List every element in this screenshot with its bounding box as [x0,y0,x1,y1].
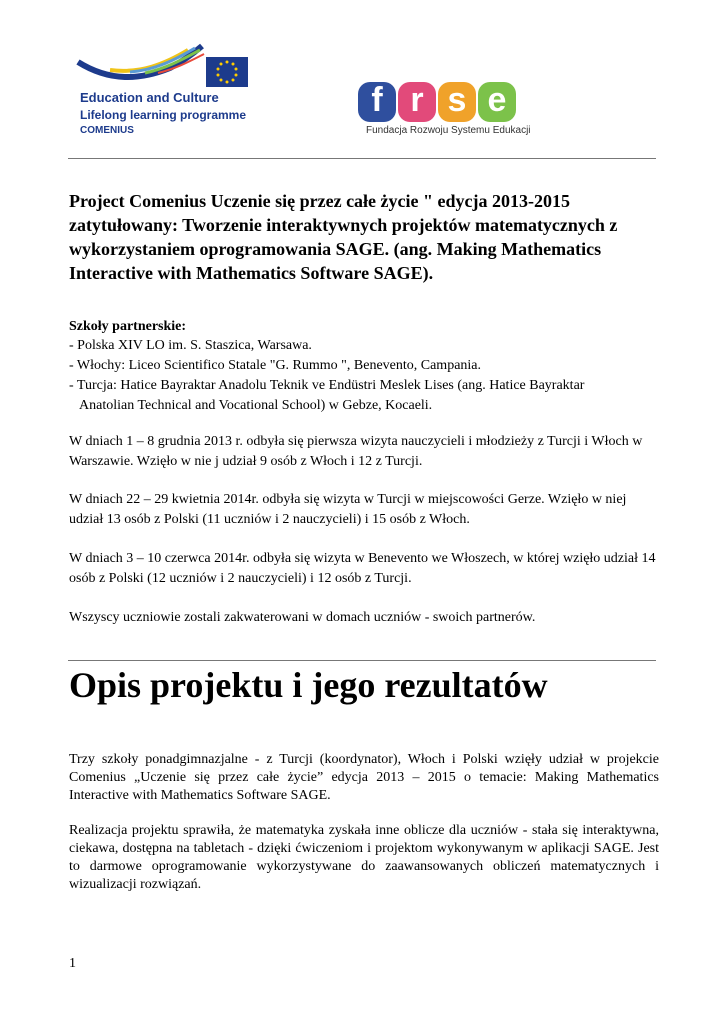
housing-note: Wszyscy uczniowie zostali zakwaterowani w domach uczniów - swoich partnerów. [69,610,536,625]
visit-benevento-paragraph: W dniach 3 – 10 czerwca 2014r. odbyła się wizyta w Benevento we Włoszech, w której wzięło udział 14 osób z Polski (12 uczniów i 2 nauczycieli) i 12 osób z Turcji. [69,551,656,586]
frse-logo [358,81,531,144]
ec-swoosh-graphic [70,40,270,90]
eu-flag-icon [206,57,248,87]
project-results-paragraph: Realizacja projektu sprawiła, że matematyka zyskała inne oblicze dla uczniów - stała się interaktywna, ciekawa, dostępna na tabletach - dzięki ćwiczeniom i projektom wykonywanym w aplikacji SAGE. Jest to darmowe oprogramowanie wykorzystywane do zaawansowanych obliczeń matematycznych i wizualizacji rozwiązań. [69,823,659,892]
partner-school-italy: - Włochy: Liceo Scientifico Statale "G. Rummo ", Benevento, Campania. [69,358,482,373]
partner-school-poland: - Polska XIV LO im. S. Staszica, Warsawa. [69,338,312,353]
education-culture-logo [70,40,270,150]
section-divider [68,660,656,661]
ec-logo-line-3: COMENIUS [80,125,134,136]
frse-tagline: Fundacja Rozwoju Systemu Edukacji [366,125,531,136]
frse-letter-f: f [358,82,396,122]
project-title: Project Comenius Uczenie się przez całe życie " edycja 2013-2015 zatytułowany: Tworzenie interaktywnych projektów matematycznych z wykorzystaniem oprogramowania SAGE. (ang. Making Mathematics Interactive with Mathematics Software SAGE). [69,191,618,283]
frse-letter-e: e [478,82,516,122]
partners-heading: Szkoły partnerskie: [69,319,187,334]
page-number: 1 [69,956,76,971]
frse-letter-s: s [438,82,476,122]
visit-warsaw-paragraph: W dniach 1 – 8 grudnia 2013 r. odbyła się pierwsza wizyta nauczycieli i młodzieży z Turcji i Włoch w Warszawie. Wzięło w nie j udział 9 osób z Włoch i 12 z Turcji. [69,434,643,469]
partner-school-turkey: - Turcja: Hatice Bayraktar Anadolu Teknik ve Endüstri Meslek Lises (ang. Hatice Bayraktar [69,378,585,393]
header-divider [68,158,656,159]
frse-letter-r: r [398,82,436,122]
partner-school-turkey-continued: Anatolian Technical and Vocational School) w Gebze, Kocaeli. [79,398,433,413]
project-summary-paragraph: Trzy szkoły ponadgimnazjalne - z Turcji (koordynator), Włoch i Polski wzięły udział w projekcie Comenius „Uczenie się przez całe życie” edycja 2013 – 2015 o temacie: Making Mathematics Interactive with Mathematics Software SAGE. [69,752,659,803]
ec-logo-line-2: Lifelong learning programme [80,108,247,122]
ec-logo-line-1: Education and Culture [80,90,219,105]
section-heading: Opis projektu i jego rezultatów [69,665,548,705]
visit-gerze-paragraph: W dniach 22 – 29 kwietnia 2014r. odbyła się wizyta w Turcji w miejscowości Gerze. Wzięło w niej udział 13 osób z Polski (11 uczniów i 2 nauczycieli) i 15 osób z Włoch. [69,492,627,527]
